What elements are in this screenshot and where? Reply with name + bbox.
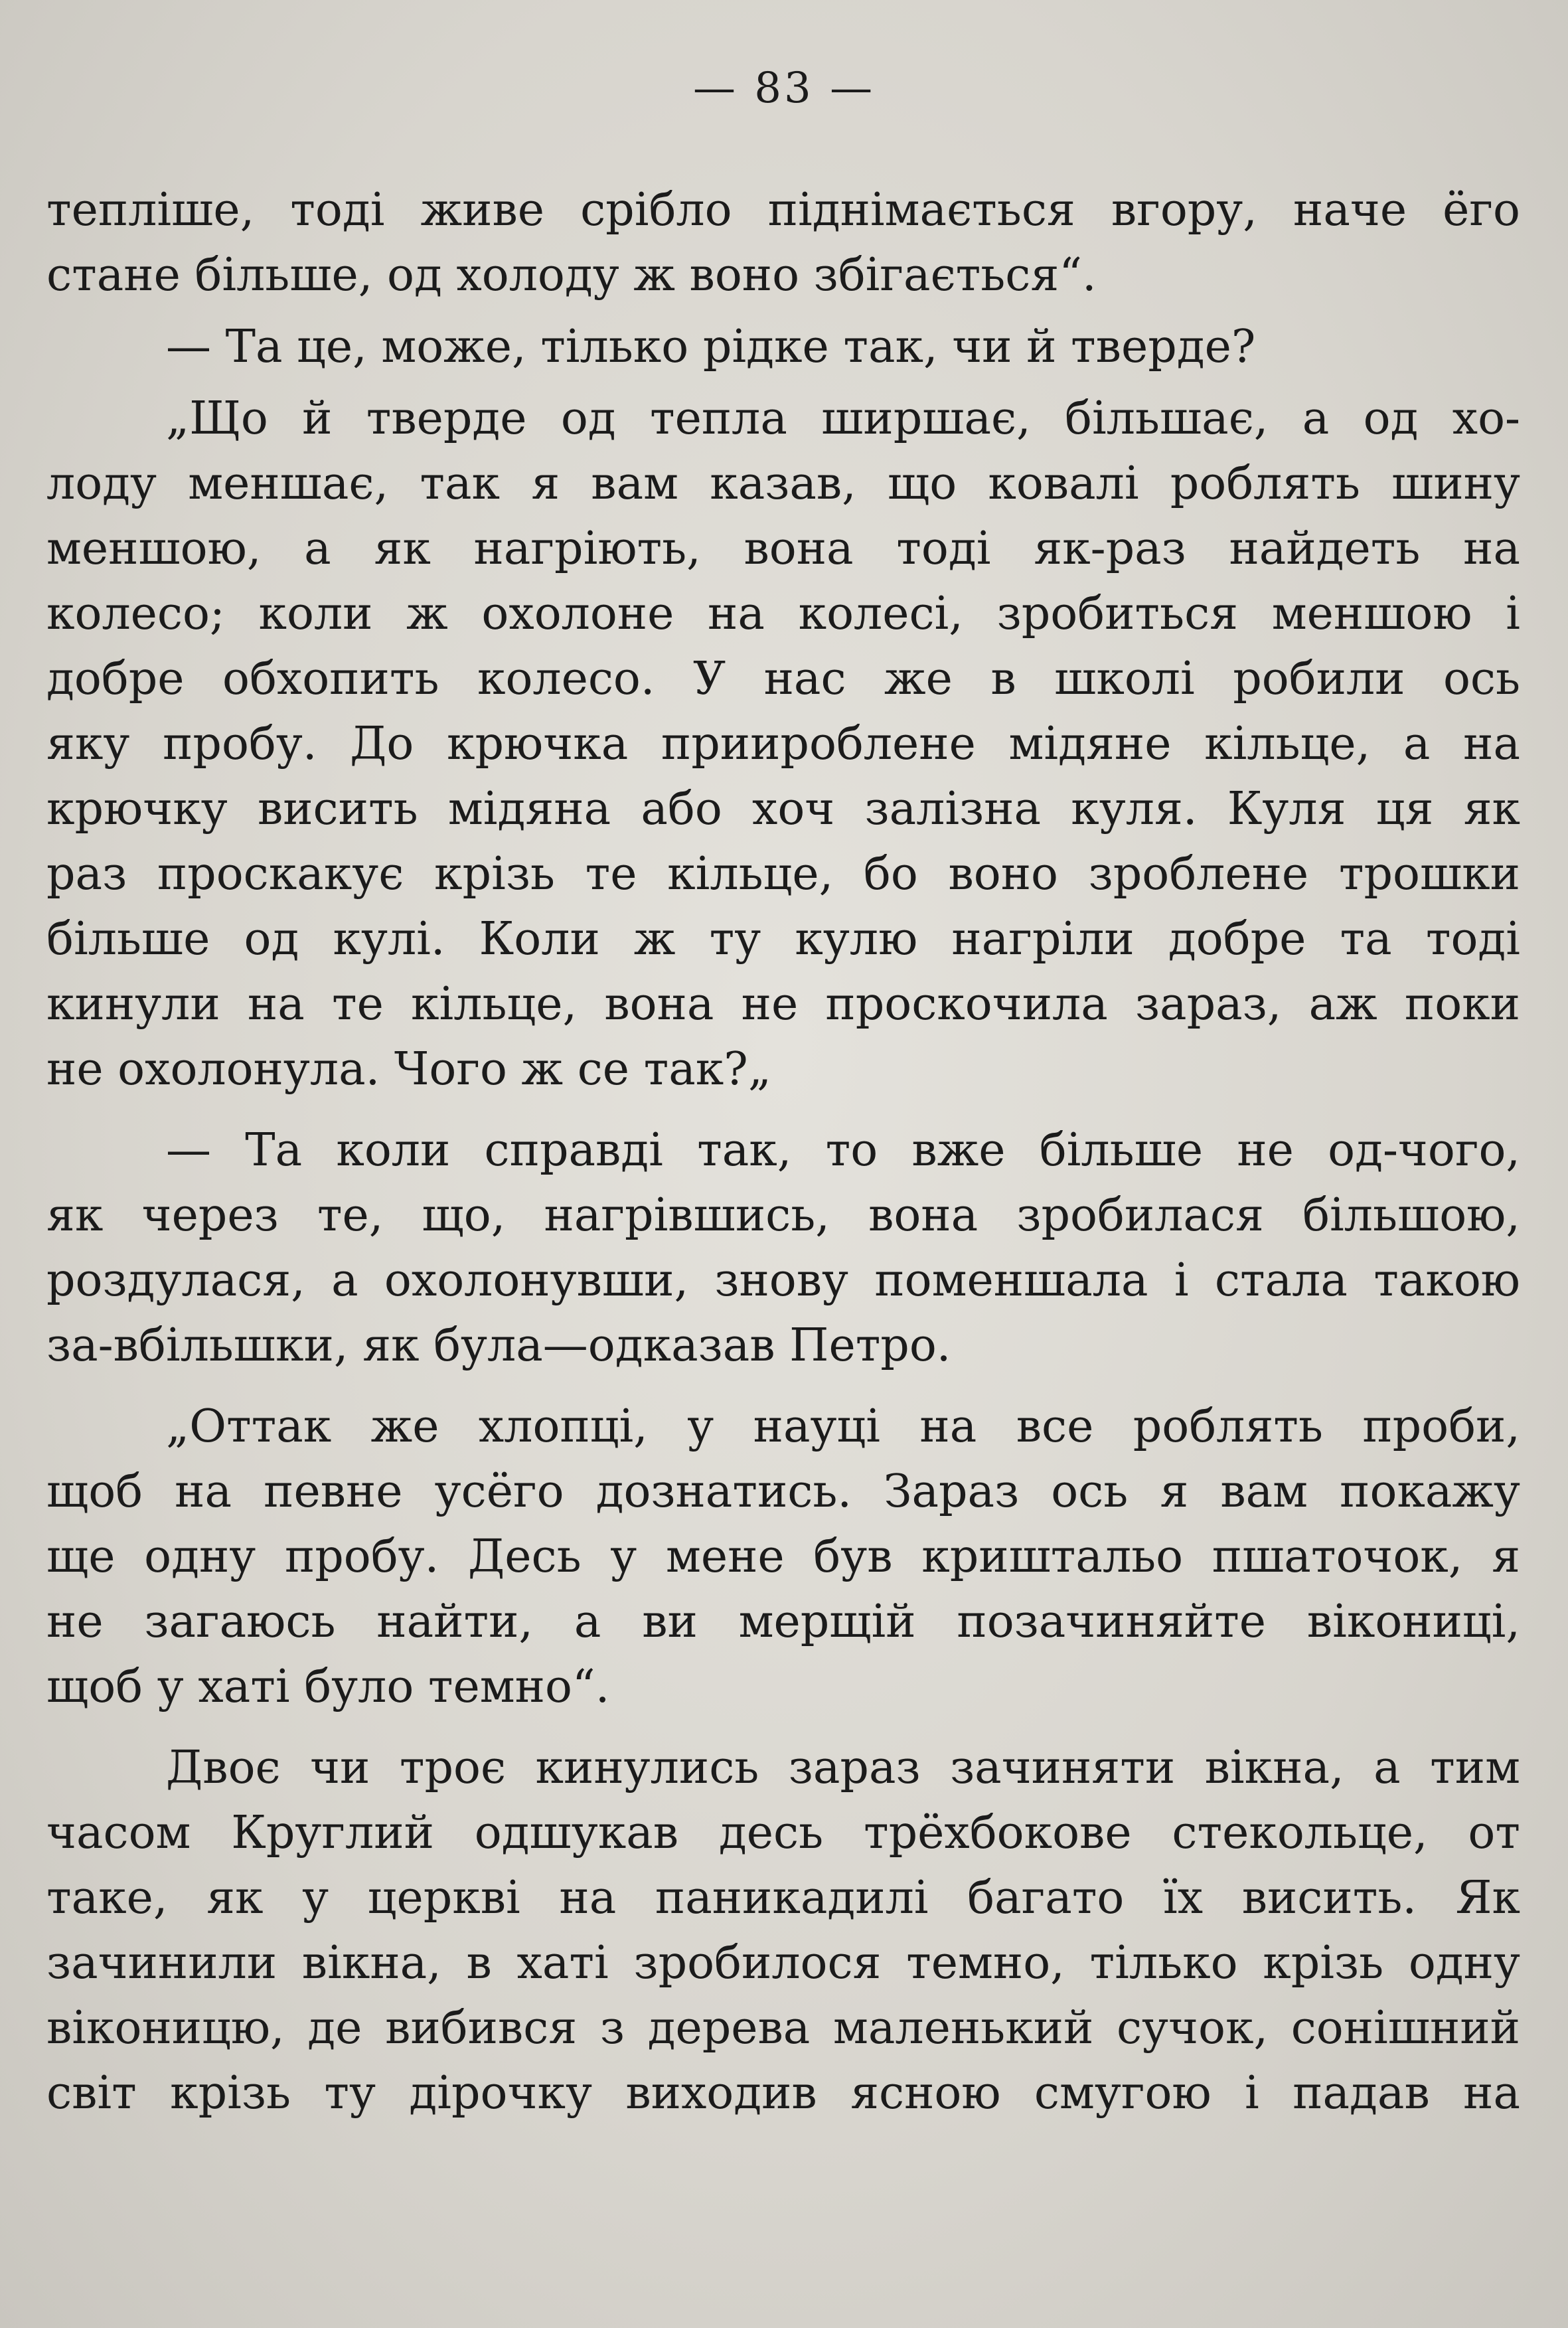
text-line: кинули на те кільце, вона не проскочила зараз, аж поки xyxy=(46,978,1520,1031)
text-line: Двоє чи троє кинулись зараз зачиняти вікна, а тим xyxy=(166,1742,1520,1794)
text-line: тепліше, тоді живе срібло піднімається вгору, наче ёго xyxy=(46,184,1520,236)
text-line: роздулася, а охолонувши, знову поменшала і стала такою xyxy=(46,1254,1520,1307)
paragraph xyxy=(46,1118,1520,1378)
text-line: раз проскакує крізь те кільце, бо воно зроблене трошки xyxy=(46,848,1520,900)
page-number: — 83 — xyxy=(692,64,876,113)
text-line: — Та коли справді так, то вже більше не од-чого, xyxy=(166,1124,1520,1177)
text-line: меншою, а як нагріють, вона тоді як-раз найдеть на xyxy=(46,523,1520,575)
text-line: „Оттак же хлопці, у науці на все роблять проби, xyxy=(166,1400,1520,1453)
text-line: стане більше, од холоду ж воно збігається“. xyxy=(46,249,1097,301)
text-line: світ крізь ту дірочку виходив ясною смугою і падав на xyxy=(46,2067,1520,2120)
text-line: таке, як у церкві на паникадилі багато їх висить. Як xyxy=(46,1872,1520,1924)
text-line: яку пробу. До крючка приироблене мідяне кільце, а на xyxy=(46,718,1520,770)
text-line: віконицю, де вибився з дерева маленький сучок, сонішний xyxy=(46,2002,1520,2054)
text-line: ще одну пробу. Десь у мене був криштальо пшаточок, я xyxy=(46,1531,1520,1583)
text-line: крючку висить мідяна або хоч залізна куля. Куля ця як xyxy=(46,783,1520,835)
text-line: більше од кулі. Коли ж ту кулю нагріли добре та тоді xyxy=(46,913,1520,965)
text-line: лоду меншає, так я вам казав, що ковалі роблять шину xyxy=(46,457,1520,510)
paragraph xyxy=(46,315,1520,380)
paragraph xyxy=(46,1736,1520,2126)
text-line: не загаюсь найти, а ви мерщій позачиняйте вікониці, xyxy=(46,1596,1520,1648)
paragraph xyxy=(46,178,1520,308)
text-line: не охолонула. Чого ж се так?„ xyxy=(46,1043,771,1096)
text-line: добре обхопить колесо. У нас же в школі робили ось xyxy=(46,653,1520,705)
text-line: зачинили вікна, в хаті зробилося темно, тілько крізь одну xyxy=(46,1937,1520,1989)
text-line: як через те, що, нагрівшись, вона зробилася більшою, xyxy=(46,1189,1520,1242)
paragraph xyxy=(46,386,1520,1102)
text-body xyxy=(46,178,1520,2133)
text-line: „Що й тверде од тепла ширшає, більшає, а од хо- xyxy=(166,392,1520,445)
text-line: часом Круглий одшукав десь трёхбокове стекольце, от xyxy=(46,1807,1520,1859)
text-line: — Та це, може, тілько рідке так, чи й тверде? xyxy=(166,321,1256,373)
text-line: щоб у хаті було темно“. xyxy=(46,1661,610,1713)
text-line: колесо; коли ж охолоне на колесі, зробиться меншою і xyxy=(46,588,1520,640)
paragraph xyxy=(46,1394,1520,1720)
text-line: щоб на певне усёго дознатись. Зараз ось я вам покажу xyxy=(46,1465,1520,1518)
text-line: за-вбільшки, як була—одказав Петро. xyxy=(46,1319,951,1372)
